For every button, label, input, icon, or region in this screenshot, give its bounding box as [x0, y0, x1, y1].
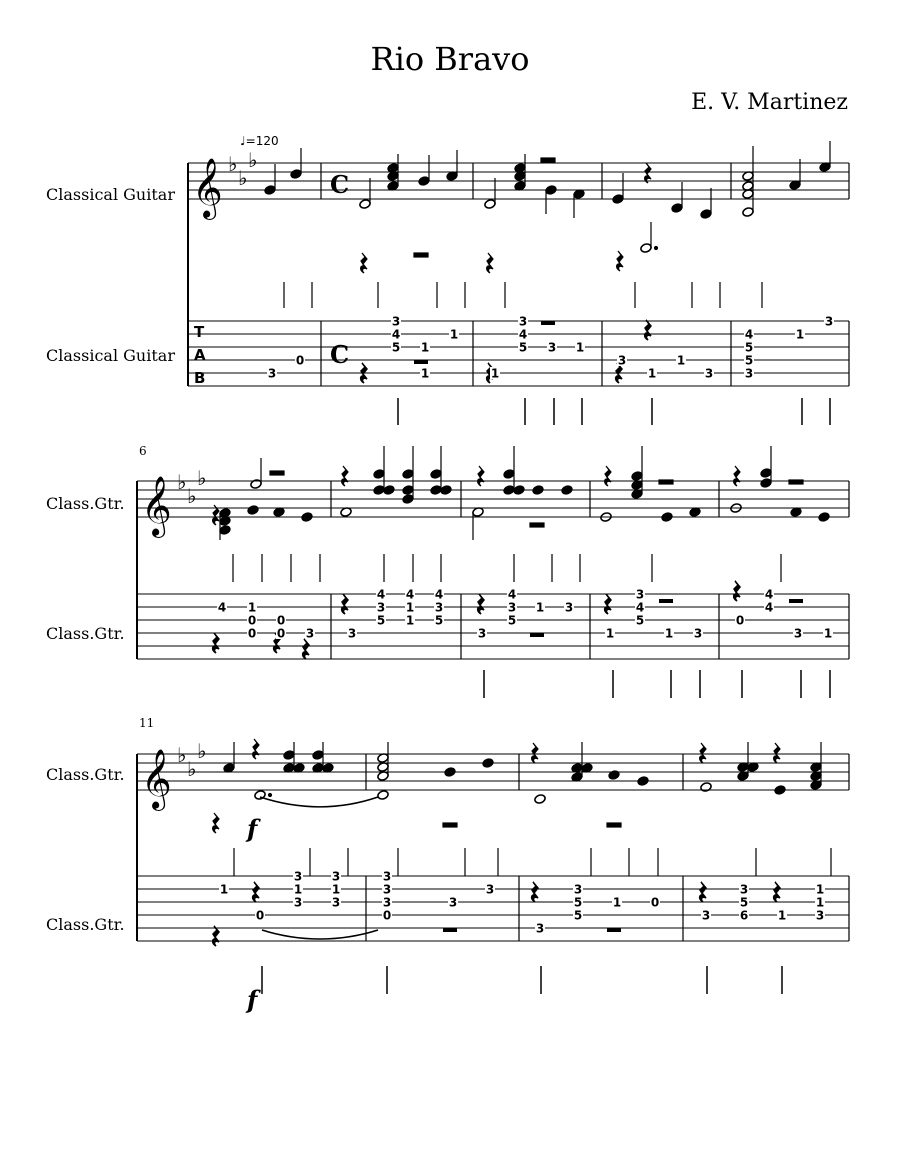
fret-number: 1	[535, 600, 545, 615]
instrument-label-tab-2: Class.Gtr.	[46, 624, 125, 643]
fret-number: 1	[777, 908, 787, 923]
fret-number: 3	[331, 895, 341, 910]
fret-number: 3	[391, 314, 401, 329]
fret-number: 5	[376, 613, 386, 628]
fret-number: 4	[434, 587, 444, 602]
fret-number: 3	[815, 908, 825, 923]
fret-number: 3	[744, 366, 754, 381]
fret-number: 0	[255, 908, 265, 923]
dynamic-forte-tab: f	[247, 985, 258, 1014]
fret-number: 5	[573, 908, 583, 923]
svg-text:♭: ♭	[228, 152, 238, 176]
notes-measure-3	[484, 154, 585, 308]
fret-number: 4	[744, 327, 754, 342]
fret-number: 3	[293, 869, 303, 884]
fret-number: 3	[535, 921, 545, 936]
tie-slur	[260, 797, 378, 807]
fret-number: 1	[605, 626, 615, 641]
key-signature-flats	[177, 739, 206, 781]
instrument-label-tab-3: Class.Gtr.	[46, 915, 125, 934]
system-1	[188, 141, 849, 425]
instrument-label-tab-1: Classical Guitar	[46, 346, 175, 365]
svg-text:♭: ♭	[187, 757, 197, 781]
system-2	[137, 446, 849, 698]
fret-number: 4	[764, 600, 774, 615]
fret-number: 1	[449, 327, 459, 342]
fret-number: 5	[434, 613, 444, 628]
time-signature-staff: C	[330, 170, 350, 199]
key-signature-flats	[177, 466, 206, 508]
staff-lines	[137, 481, 849, 517]
fret-number: 4	[391, 327, 401, 342]
fret-number: 5	[739, 895, 749, 910]
fret-number: 1	[420, 366, 430, 381]
fret-number: 3	[448, 895, 458, 910]
fret-number: 3	[701, 908, 711, 923]
fret-number: 3	[376, 600, 386, 615]
fret-number: 0	[735, 613, 745, 628]
fret-number: 5	[391, 340, 401, 355]
fret-number: 3	[382, 882, 392, 897]
fret-number: 1	[293, 882, 303, 897]
fret-number: 1	[405, 600, 415, 615]
fret-number: 3	[477, 626, 487, 641]
fret-number: 0	[382, 908, 392, 923]
fret-number: 3	[793, 626, 803, 641]
fret-number: 3	[485, 882, 495, 897]
fret-number: 3	[382, 869, 392, 884]
fret-number: 4	[518, 327, 528, 342]
fret-number: 1	[219, 882, 229, 897]
fret-number: 0	[247, 613, 257, 628]
fret-number: 4	[507, 587, 517, 602]
fret-number: 3	[507, 600, 517, 615]
fret-number: 0	[276, 613, 286, 628]
dynamic-forte-staff: f	[247, 814, 258, 843]
fret-number: 1	[405, 613, 415, 628]
fret-number: 3	[564, 600, 574, 615]
treble-clef-icon: 𝄞	[141, 476, 172, 536]
fret-number: 6	[739, 908, 749, 923]
fret-number: 1	[247, 600, 257, 615]
svg-text:♭: ♭	[248, 148, 258, 172]
fret-number: 5	[744, 340, 754, 355]
svg-text:T: T	[194, 323, 205, 341]
svg-text:♭: ♭	[238, 166, 248, 190]
fret-number: 0	[247, 626, 257, 641]
fret-number: 1	[490, 366, 500, 381]
fret-number: 3	[267, 366, 277, 381]
fret-number: 1	[676, 353, 686, 368]
fret-number: 4	[217, 600, 227, 615]
notes-system-2	[213, 446, 831, 582]
treble-clef-icon: 𝄞	[192, 158, 223, 218]
fret-number: 4	[635, 600, 645, 615]
fret-number: 3	[635, 587, 645, 602]
measure-number-6: 6	[139, 444, 147, 458]
fret-number: 1	[612, 895, 622, 910]
fret-number: 5	[573, 895, 583, 910]
composer-name: E. V. Martinez	[691, 90, 848, 115]
fret-number: 3	[547, 340, 557, 355]
svg-text:B: B	[194, 369, 206, 387]
fret-number: 5	[507, 613, 517, 628]
notes-measure-5	[742, 141, 831, 308]
fret-number: 0	[276, 626, 286, 641]
fret-number: 4	[376, 587, 386, 602]
notes-system-3	[213, 739, 831, 876]
tie-slur-tab	[262, 930, 378, 939]
fret-number: 4	[405, 587, 415, 602]
fret-number: 1	[420, 340, 430, 355]
fret-number: 3	[617, 353, 627, 368]
fret-number: 1	[815, 882, 825, 897]
fret-number: 3	[347, 626, 357, 641]
treble-clef-icon: 𝄞	[141, 749, 172, 809]
tempo-marking: ♩=120	[240, 134, 279, 148]
fret-number: 1	[647, 366, 657, 381]
fret-number: 0	[650, 895, 660, 910]
svg-text:♭: ♭	[197, 739, 207, 763]
fret-number: 3	[573, 882, 583, 897]
fret-number: 3	[739, 882, 749, 897]
tab-clef	[194, 323, 206, 387]
instrument-label-staff-3: Class.Gtr.	[46, 765, 125, 784]
instrument-label-staff-2: Class.Gtr.	[46, 494, 125, 513]
fret-number: 3	[331, 869, 341, 884]
measure-number-11: 11	[139, 716, 155, 730]
notes-measure-2	[359, 150, 465, 308]
fret-number: 4	[764, 587, 774, 602]
fret-number: 3	[518, 314, 528, 329]
fret-number: 1	[664, 626, 674, 641]
notes-measure-4	[612, 163, 720, 308]
system-3	[137, 739, 849, 1014]
fret-number: 3	[824, 314, 834, 329]
fret-number: 1	[575, 340, 585, 355]
instrument-label-staff-1: Classical Guitar	[46, 185, 175, 204]
key-signature-flats	[228, 148, 257, 190]
svg-text:♭: ♭	[187, 484, 197, 508]
fret-number: 1	[795, 327, 805, 342]
fret-number: 1	[823, 626, 833, 641]
fret-number: 5	[518, 340, 528, 355]
fret-number: 1	[815, 895, 825, 910]
fret-number: 1	[331, 882, 341, 897]
svg-text:♭: ♭	[177, 470, 187, 494]
svg-text:♭: ♭	[177, 743, 187, 767]
fret-number: 3	[382, 895, 392, 910]
fret-number: 3	[305, 626, 315, 641]
fret-number: 3	[693, 626, 703, 641]
fret-number: 3	[704, 366, 714, 381]
svg-text:♭: ♭	[197, 466, 207, 490]
time-signature-tab: C	[330, 340, 350, 369]
fret-number: 5	[744, 353, 754, 368]
svg-text:A: A	[194, 346, 206, 364]
score-title: Rio Bravo	[370, 40, 530, 78]
fret-number: 5	[635, 613, 645, 628]
fret-number: 3	[293, 895, 303, 910]
fret-number: 0	[295, 353, 305, 368]
fret-number: 3	[434, 600, 444, 615]
